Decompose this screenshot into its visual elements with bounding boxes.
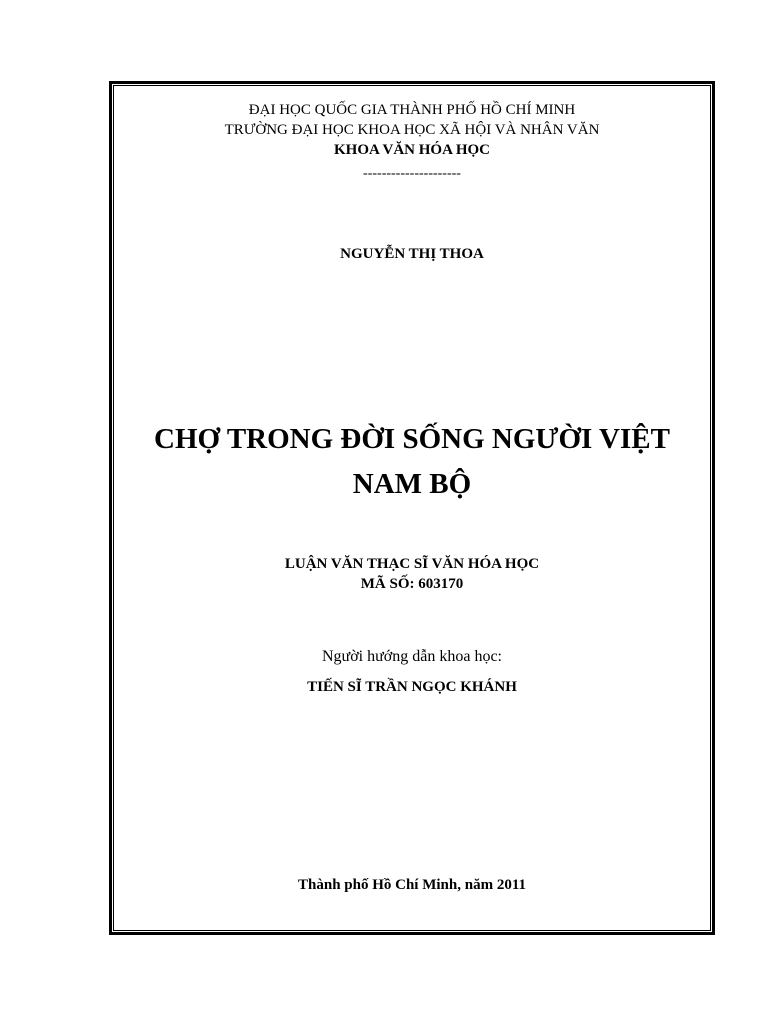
university-name: ĐẠI HỌC QUỐC GIA THÀNH PHỐ HỒ CHÍ MINH <box>248 102 576 118</box>
school-name: TRƯỜNG ĐẠI HỌC KHOA HỌC XÃ HỘI VÀ NHÂN VĂN <box>224 122 600 138</box>
page-border-inner <box>113 85 711 931</box>
thesis-title-line-2: NAM BỘ <box>352 468 472 500</box>
header-divider: --------------------- <box>363 166 461 181</box>
place-and-year: Thành phố Hồ Chí Minh, năm 2011 <box>298 877 526 893</box>
thesis-type: LUẬN VĂN THẠC SĨ VĂN HÓA HỌC <box>284 556 540 572</box>
thesis-title-line-1: CHỢ TRONG ĐỜI SỐNG NGƯỜI VIỆT <box>154 423 670 455</box>
thesis-code: MÃ SỐ: 603170 <box>360 576 464 592</box>
author-name: NGUYỄN THỊ THOA <box>340 246 484 262</box>
advisor-name: TIẾN SĨ TRẦN NGỌC KHÁNH <box>307 679 517 695</box>
advisor-label: Người hướng dẫn khoa học: <box>321 648 502 665</box>
faculty-name: KHOA VĂN HÓA HỌC <box>334 142 490 158</box>
